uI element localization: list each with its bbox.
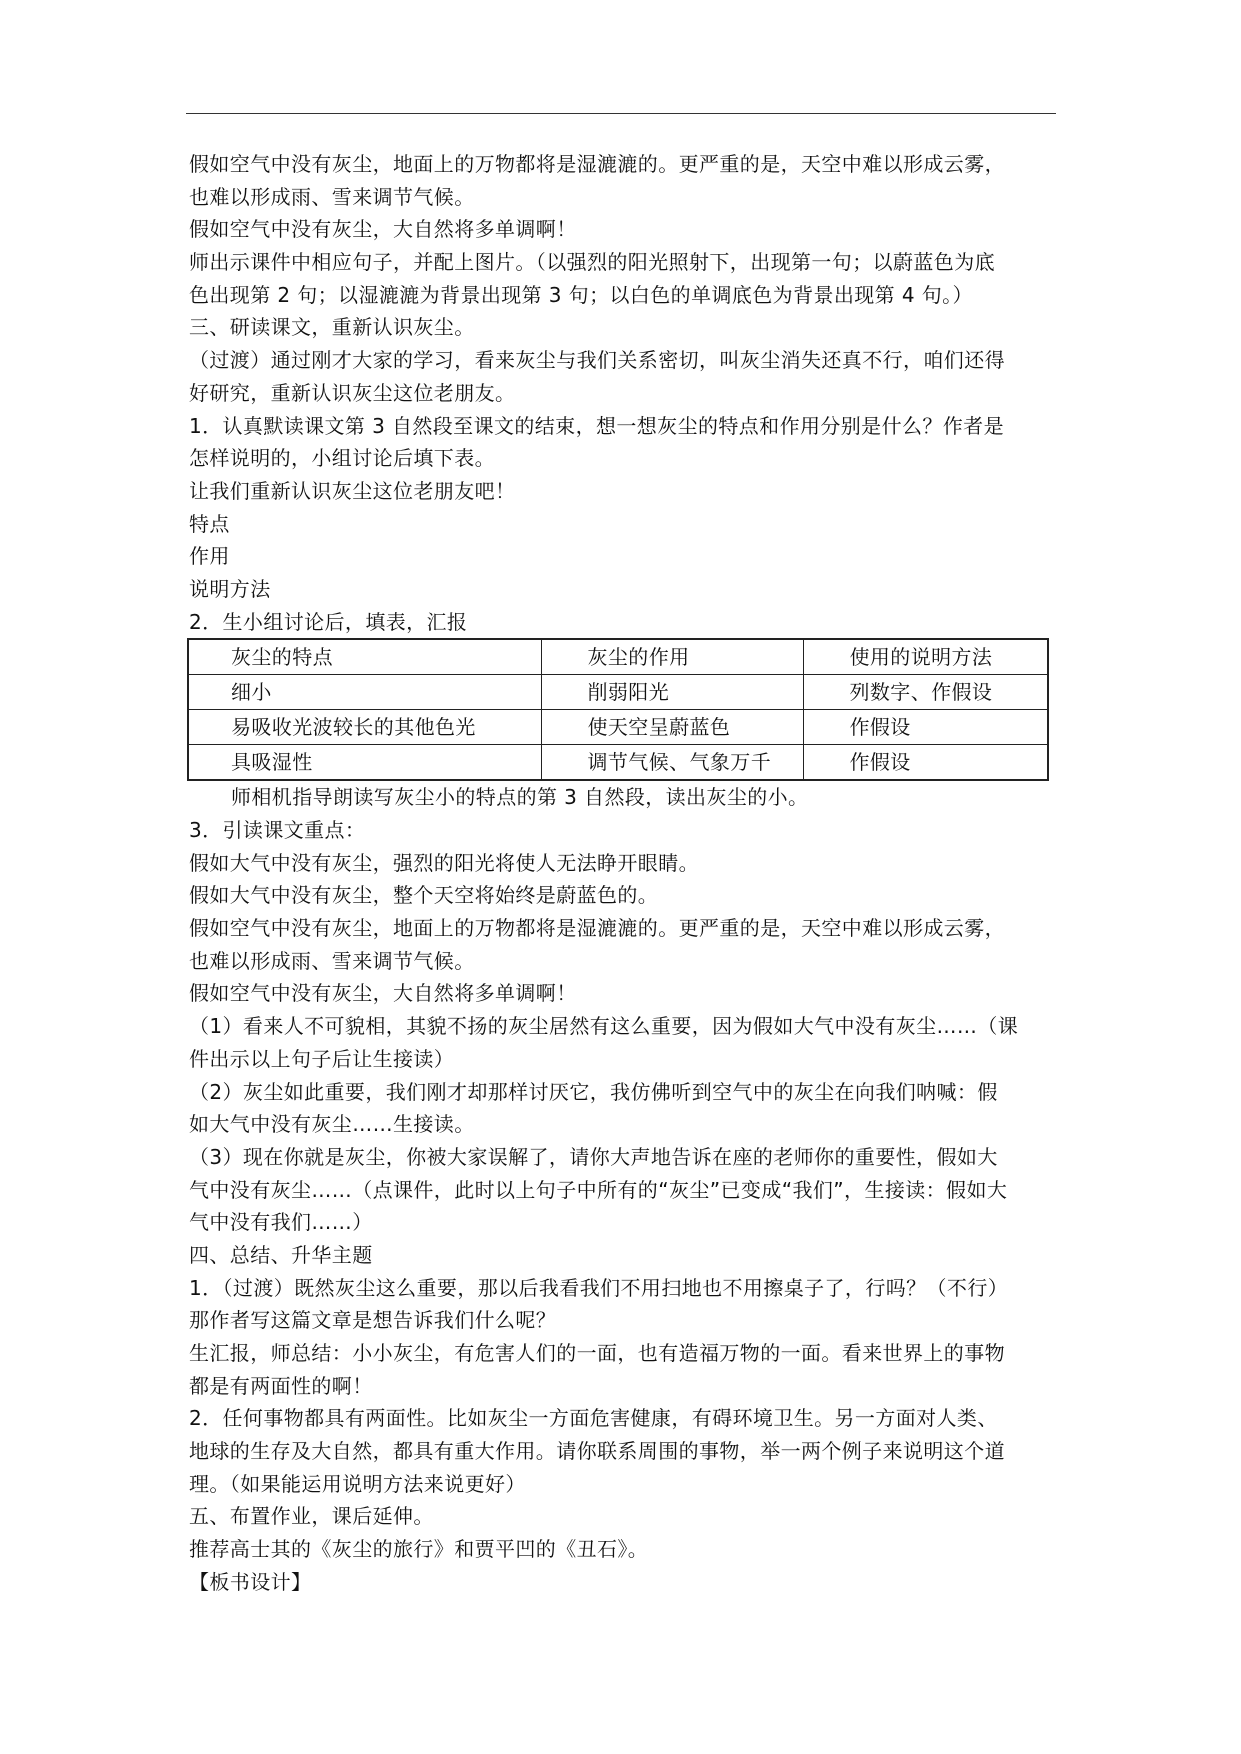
table-cell: 作假设 bbox=[803, 745, 1048, 781]
paragraph-line: 2．任何事物都具有两面性。比如灰尘一方面危害健康，有碍环境卫生。另一方面对人类、 bbox=[189, 1406, 998, 1431]
paragraph-line: （3）现在你就是灰尘，你被大家误解了，请你大声地告诉在座的老师你的重要性，假如大 bbox=[189, 1144, 998, 1169]
paragraph-line: 特点 bbox=[189, 511, 230, 536]
section-heading: 三、研读课文，重新认识灰尘。 bbox=[189, 315, 475, 340]
paragraph-line: 1．认真默读课文第 3 自然段至课文的结束，想一想灰尘的特点和作用分别是什么？作者是 bbox=[189, 413, 1004, 438]
paragraph-line: 假如大气中没有灰尘，整个天空将始终是蔚蓝色的。 bbox=[189, 883, 659, 908]
table-cell: 使用的说明方法 bbox=[803, 639, 1048, 675]
paragraph-line: （2）灰尘如此重要，我们刚才却那样讨厌它，我仿佛听到空气中的灰尘在向我们呐喊：假 bbox=[189, 1079, 998, 1104]
header-rule bbox=[186, 113, 1056, 114]
paragraph-line: 作用 bbox=[189, 544, 230, 569]
table-cell: 易吸收光波较长的其他色光 bbox=[188, 710, 541, 745]
table-row bbox=[188, 710, 1048, 745]
table-cell: 灰尘的作用 bbox=[541, 639, 803, 675]
paragraph-line: 假如空气中没有灰尘，地面上的万物都将是湿漉漉的。更严重的是，天空中难以形成云雾， bbox=[189, 916, 1005, 941]
paragraph-line: 如大气中没有灰尘……生接读。 bbox=[189, 1112, 475, 1137]
paragraph-line: 推荐高士其的《灰尘的旅行》和贾平凹的《丑石》。 bbox=[189, 1537, 649, 1562]
paragraph-line: 理。（如果能运用说明方法来说更好） bbox=[189, 1471, 526, 1496]
paragraph-line: 说明方法 bbox=[189, 576, 271, 601]
paragraph-line: 师相机指导朗读写灰尘小的特点的第 3 自然段，读出灰尘的小。 bbox=[231, 785, 809, 810]
paragraph-line: 怎样说明的，小组讨论后填下表。 bbox=[189, 446, 495, 471]
paragraph-line: 好研究，重新认识灰尘这位老朋友。 bbox=[189, 380, 516, 405]
table-cell: 具吸湿性 bbox=[188, 745, 541, 781]
table-cell: 列数字、作假设 bbox=[803, 675, 1048, 710]
table-header-row bbox=[188, 639, 1048, 675]
table-row bbox=[188, 675, 1048, 710]
paragraph-line: 让我们重新认识灰尘这位老朋友吧！ bbox=[189, 478, 516, 503]
paragraph-line: （过渡）通过刚才大家的学习，看来灰尘与我们关系密切，叫灰尘消失还真不行，咱们还得 bbox=[189, 348, 1005, 373]
paragraph-line: （1）看来人不可貌相，其貌不扬的灰尘居然有这么重要，因为假如大气中没有灰尘……（课 bbox=[189, 1014, 1019, 1039]
paragraph-line: 假如空气中没有灰尘，大自然将多单调啊！ bbox=[189, 981, 577, 1006]
table-cell: 灰尘的特点 bbox=[188, 639, 541, 675]
text-block-top bbox=[189, 148, 1055, 638]
paragraph-line: 气中没有灰尘……（点课件，此时以上句子中所有的“灰尘”已变成“我们”，生接读：假如大 bbox=[189, 1177, 1008, 1202]
section-heading: 五、布置作业，课后延伸。 bbox=[189, 1504, 434, 1529]
paragraph-line: 也难以形成雨、雪来调节气候。 bbox=[189, 184, 475, 209]
table-cell: 削弱阳光 bbox=[541, 675, 803, 710]
paragraph-line: 假如空气中没有灰尘，大自然将多单调啊！ bbox=[189, 217, 577, 242]
table-cell: 调节气候、气象万千 bbox=[541, 745, 803, 781]
paragraph-line: 假如大气中没有灰尘，强烈的阳光将使人无法睁开眼睛。 bbox=[189, 850, 699, 875]
section-heading: 四、总结、升华主题 bbox=[189, 1242, 373, 1267]
table-cell: 使天空呈蔚蓝色 bbox=[541, 710, 803, 745]
summary-table bbox=[187, 638, 1049, 781]
text-block-bottom bbox=[189, 781, 1055, 1598]
paragraph-line: 件出示以上句子后让生接读） bbox=[189, 1046, 455, 1071]
paragraph-line: 假如空气中没有灰尘，地面上的万物都将是湿漉漉的。更严重的是，天空中难以形成云雾， bbox=[189, 152, 1005, 176]
table-row bbox=[188, 745, 1048, 781]
paragraph-line: 那作者写这篇文章是想告诉我们什么呢？ bbox=[189, 1308, 557, 1333]
paragraph-line: 2．生小组讨论后，填表，汇报 bbox=[189, 609, 468, 634]
paragraph-line: 3．引读课文重点： bbox=[189, 818, 366, 842]
paragraph-line: 气中没有我们……） bbox=[189, 1210, 373, 1235]
paragraph-line: 师出示课件中相应句子，并配上图片。（以强烈的阳光照射下，出现第一句；以蔚蓝色为底 bbox=[189, 250, 995, 275]
paragraph-line: 都是有两面性的啊！ bbox=[189, 1373, 373, 1398]
table-cell: 细小 bbox=[188, 675, 541, 710]
paragraph-line: 地球的生存及大自然，都具有重大作用。请你联系周围的事物，举一两个例子来说明这个道 bbox=[189, 1439, 1005, 1464]
document-body bbox=[189, 148, 1055, 1599]
paragraph-line: 生汇报，师总结：小小灰尘，有危害人们的一面，也有造福万物的一面。看来世界上的事物 bbox=[189, 1341, 1005, 1365]
table-cell: 作假设 bbox=[803, 710, 1048, 745]
paragraph-line: 也难以形成雨、雪来调节气候。 bbox=[189, 948, 475, 973]
paragraph-line: 1．（过渡）既然灰尘这么重要，那以后我看我们不用扫地也不用擦桌子了，行吗？（不行） bbox=[189, 1275, 1009, 1300]
paragraph-line: 色出现第 2 句；以湿漉漉为背景出现第 3 句；以白色的单调底色为背景出现第 4 句。） bbox=[189, 282, 973, 307]
section-heading: 【板书设计】 bbox=[189, 1569, 312, 1594]
